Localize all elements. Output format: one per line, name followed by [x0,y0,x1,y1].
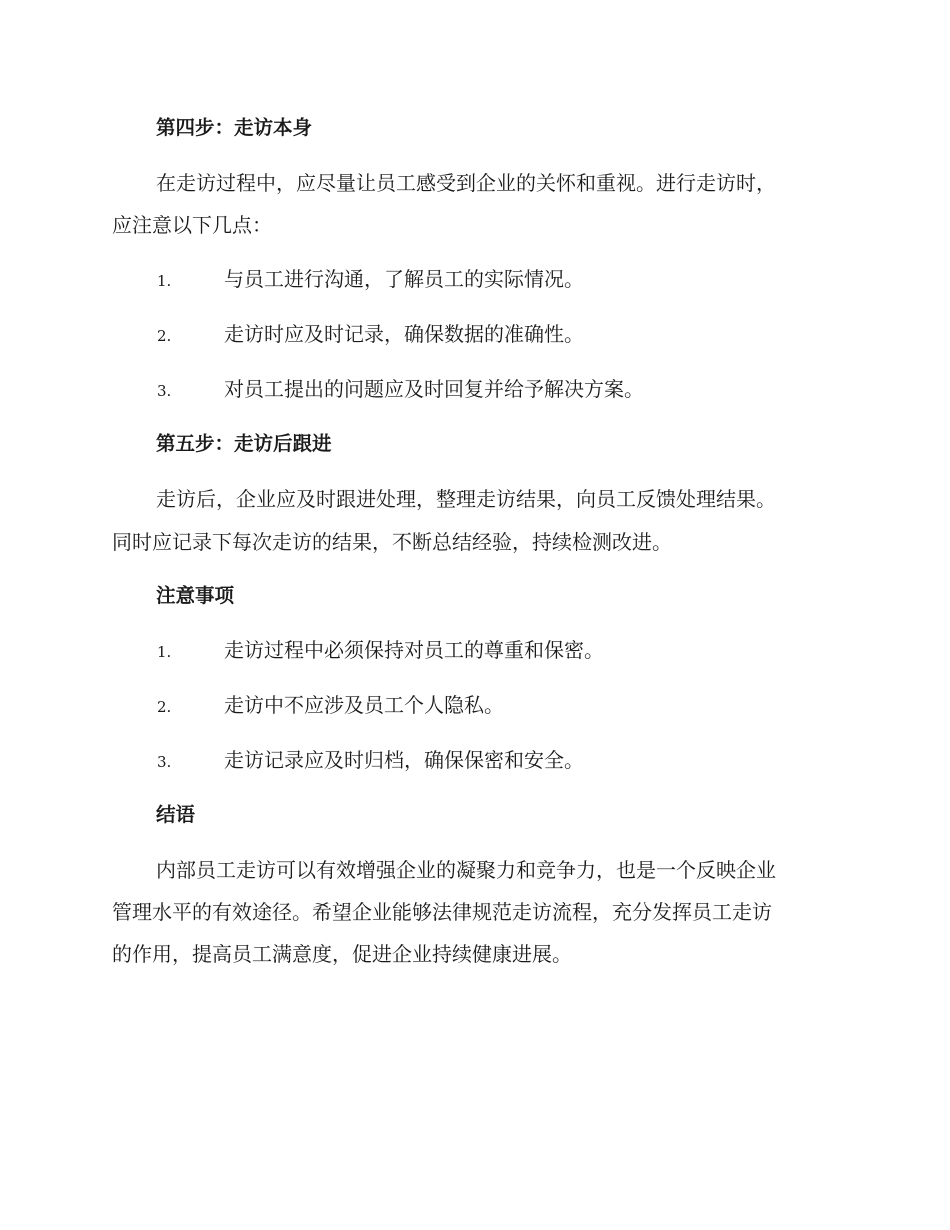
list-item-number: 1. [157,643,172,661]
paragraph-line: 管理水平的有效途径。希望企业能够法律规范走访流程，充分发挥员工走访 [112,900,772,924]
section-heading-notes: 注意事项 [156,584,235,607]
paragraph-line: 的作用，提高员工满意度，促进企业持续健康进展。 [112,942,572,966]
list-item-text: 走访时应及时记录，确保数据的准确性。 [224,322,584,346]
list-item-text: 对员工提出的问题应及时回复并给予解决方案。 [224,377,644,401]
paragraph-line: 在走访过程中，应尽量让员工感受到企业的关怀和重视。进行走访时， [156,171,776,195]
section-heading-step5: 第五步：走访后跟进 [156,432,332,455]
list-item-number: 2. [157,327,172,345]
section-heading-conclusion: 结语 [156,803,196,826]
paragraph-line: 内部员工走访可以有效增强企业的凝聚力和竞争力，也是一个反映企业 [156,858,776,882]
list-item-number: 3. [157,382,172,400]
list-item-text: 走访过程中必须保持对员工的尊重和保密。 [224,638,604,662]
list-item-number: 2. [157,698,172,716]
list-item-number: 3. [157,753,172,771]
paragraph-line: 应注意以下几点： [112,213,272,237]
list-item-text: 与员工进行沟通，了解员工的实际情况。 [224,267,584,291]
list-item-text: 走访记录应及时归档，确保保密和安全。 [224,748,584,772]
section-heading-step4: 第四步：走访本身 [156,116,313,139]
paragraph-line: 走访后，企业应及时跟进处理，整理走访结果，向员工反馈处理结果。 [156,487,776,511]
list-item-text: 走访中不应涉及员工个人隐私。 [224,693,504,717]
list-item-number: 1. [157,272,172,290]
paragraph-line: 同时应记录下每次走访的结果，不断总结经验，持续检测改进。 [112,530,672,554]
